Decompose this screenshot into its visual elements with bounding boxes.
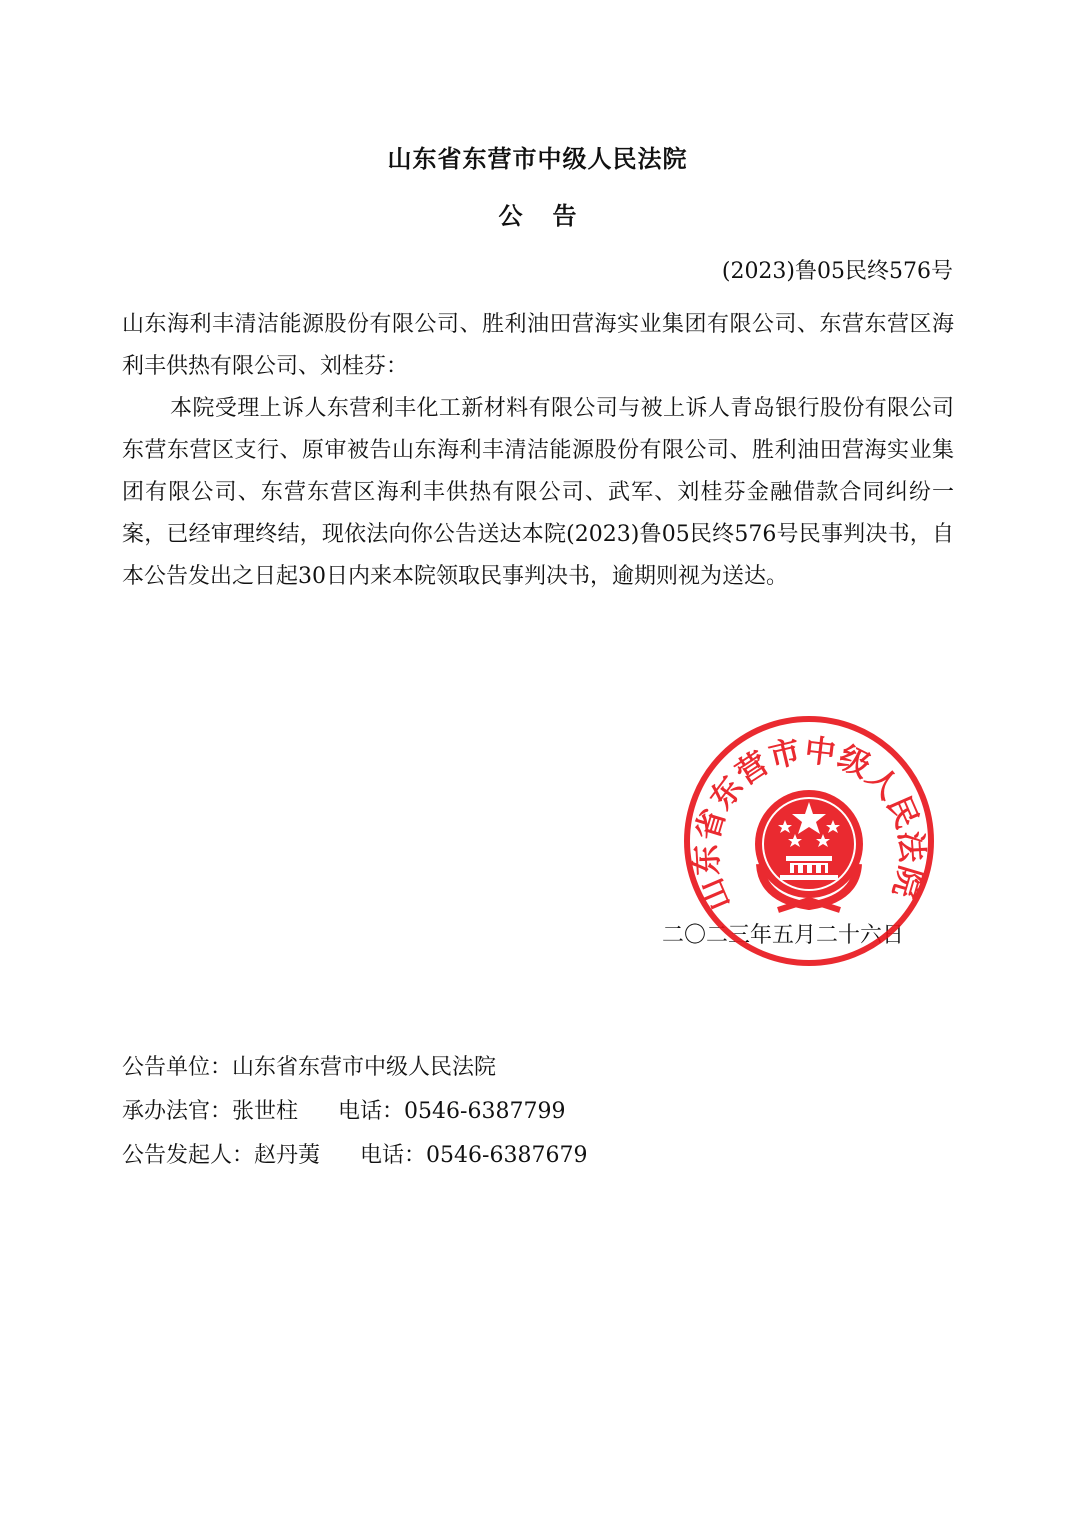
issue-date: 二〇二三年五月二十六日 [662,923,905,948]
footer-judge-row [122,1090,587,1134]
case-number: (2023)鲁05民终576号 [721,259,953,284]
footer-initiator-value: 赵丹荑 [254,1143,321,1168]
footer-judge-label: 承办法官： [122,1099,233,1124]
footer-judge-value: 张世柱 [232,1099,299,1124]
footer-initiator-phone-value: 0546-6387679 [426,1143,588,1168]
national-emblem-icon [755,790,863,910]
document-title: 公告 [498,202,607,230]
footer-initiator-row [122,1134,587,1178]
notice-body-paragraph: 本院受理上诉人东营利丰化工新材料有限公司与被上诉人青岛银行股份有限公司东营东营区支行、原审被告山东海利丰清洁能源股份有限公司、胜利油田营海实业集团有限公司、东营东营区海利丰供热有限公司、武军、刘桂芬金融借款合同纠纷一案，已经审理终结，现依法向你公告送达本院(2023)鲁05民终576号民事判决书，自本公告发出之日起30日内来本院领取民事判决书，逾期则视为送达。 [122,396,954,589]
footer-judge-phone-value: 0546-6387799 [404,1099,566,1124]
court-seal-stamp [682,714,936,968]
footer-unit-value: 山东省东营市中级人民法院 [232,1055,497,1080]
footer-unit-row [122,1046,587,1090]
recipients-paragraph: 山东海利丰清洁能源股份有限公司、胜利油田营海实业集团有限公司、东营东营区海利丰供热有限公司、刘桂芬： [122,312,954,379]
seal-ring-textpath: 山东省东营市中级人民法院 [688,732,930,916]
footer-initiator-label: 公告发起人： [122,1143,255,1168]
notice-footer [122,1046,587,1178]
footer-unit-label: 公告单位： [122,1055,233,1080]
footer-initiator-phone-label: 电话： [360,1143,427,1168]
footer-judge-phone-label: 电话： [338,1099,405,1124]
court-name-heading: 山东省东营市中级人民法院 [387,145,688,173]
